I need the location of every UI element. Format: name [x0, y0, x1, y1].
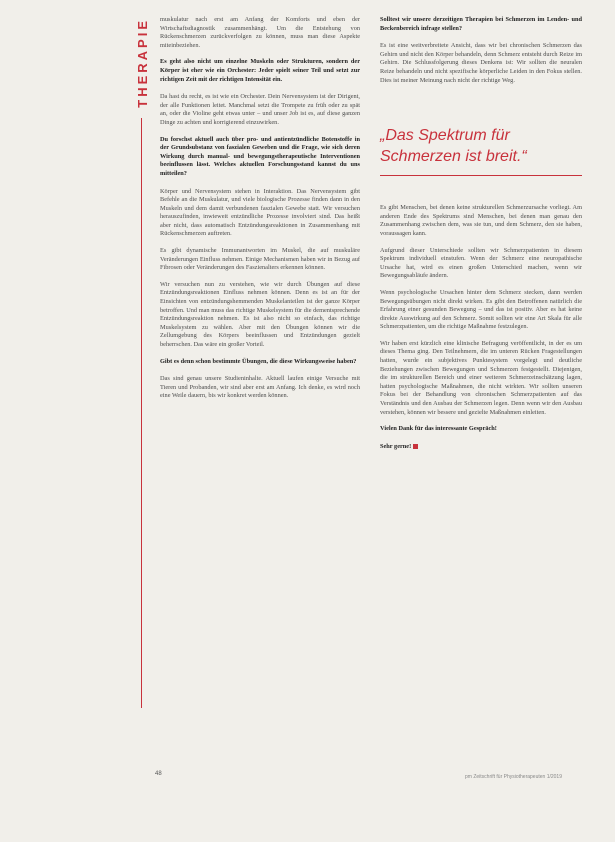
- interview-question: Solltest wir unsere derzeitigen Therapien bei Schmerzen im Lenden- und Beckenbereich infrage stellen?: [380, 16, 582, 32]
- answer-paragraph: Es gibt dynamische Immunantworten im Muskel, die auf muskuläre Veränderungen Einfluss nehmen. Einige Mechanismen haben wir in Bezug auf Fibrosen oder Veränderungen des Faszienalters erkennen können.: [160, 247, 360, 272]
- section-rule: [141, 118, 142, 708]
- page-number: 48: [155, 771, 162, 777]
- answer-paragraph: Aufgrund dieser Unterschiede sollten wir Schmerzpatienten in diesem Spektrum individuell einstufen. Wenn der Schmerz eine neuropathische Ursache hat, wird es einen großen Unterschied machen, wenn wir Bewegungsabläufe ändern.: [380, 246, 582, 280]
- right-column-top: [380, 16, 582, 85]
- answer-paragraph: muskulatur nach erst am Anfang der Komforts und eben der Wirtschaftsdiagnostik zusammenhängt. Um die Entstehung von Rückenschmerzen zurückverfolgen zu können, muss man diese Aspekte miteinbeziehen.: [160, 16, 360, 49]
- closing-line: Sehr gerne!: [380, 443, 582, 452]
- left-column: [160, 16, 360, 409]
- right-column-bottom: [380, 204, 582, 451]
- pull-quote: [380, 125, 582, 176]
- answer-paragraph: Wir versuchen nun zu verstehen, wie wir durch Übungen auf diese Entzündungsreaktionen Einfluss nehmen können. Denn es ist an für der Einsichten von entzündungshemmenden Muskelanteilen ist der ganze Körper betroffen. Und man muss das richtige Muskelsystem für die dementsprechende Entzündungsreaktion nehmen. Es ist also nicht so einfach, das richtige Muskelsystem zu wählen. Aber mit den Übungen können wir die Zellumgebung des Körpers beeinflussen und Entzündungen gezielt beherrschen. Das wäre ein großer Vorteil.: [160, 280, 360, 348]
- answer-paragraph: Wir haben erst kürzlich eine klinische Befragung veröffentlicht, in der es um dieses Thema ging. Den Teilnehmern, die im unteren Rücken Fragestellungen hatten, wurde ein subjektives Punktesystem vorgelegt und deutliche Beziehungen zwischen Bewegungen und Schmerzen festgestellt. Diejenigen, die im strukturellen Bereich und einer weiteren Schmerzeinschätzung lagen, hatten psychologische Maßnahmen, die nicht wirkten. Wir sollten unseren Fokus bei der Behandlung von chronischen Schmerzpatienten auf das Verständnis und den Ausbau der Schmerzen legen. Denn wenn wir den Ausbau verstehen, können wir bessere und gezielte Maßnahmen einleiten.: [380, 339, 582, 416]
- pull-quote-text: „Das Spektrum für Schmerzen ist breit.“: [380, 127, 527, 166]
- answer-paragraph: Körper und Nervensystem stehen in Interaktion. Das Nervensystem gibt Befehle an die Muskulatur, und viele biologische Prozesse finden dann in den Muskeln und dem damit verbundenen faszialen Gewebe statt. Wir versuchen herauszufinden, inwieweit entzündliche Prozesse involviert sind. Das heißt aber nicht, dass automatisch Entzündungsreaktionen in Zusammenhang mit Rückenschmerzen auftreten.: [160, 187, 360, 238]
- interview-question: Du forschst aktuell auch über pro- und antientzündliche Botenstoffe in der Grundsubstanz von faszialen Geweben und die Frage, wie sich deren Wirkung durch manual- und bewegungstherapeutische Interventionen beeinflussen lässt. Welches aktuellen Forschungsstand kannst du uns mitteilen?: [160, 135, 360, 177]
- answer-paragraph: Das sind genau unsere Studieninhalte. Aktuell laufen einige Versuche mit Tieren und Probanden, wir sind aber erst am Anfang. Ich denke, es wird noch eine Weile dauern, bis wir konkret werden können.: [160, 375, 360, 400]
- interview-question: Gibt es denn schon bestimmte Übungen, die diese Wirkungsweise haben?: [160, 357, 357, 365]
- interview-question: Es geht also nicht um einzelne Muskeln oder Strukturen, sondern der Körper ist eher wie ein Orchester: Jeder spielt seiner Teil und setzt zur richtigen Zeit mit der richtigen Intensität ein.: [160, 58, 360, 83]
- answer-paragraph: Da hast du recht, es ist wie ein Orchester. Dein Nervensystem ist der Dirigent, der alle Funktionen leitet. Manchmal setzt die Trompete zu früh oder zu spät an, oder die Violine geht etwas unter – und unser Job ist es, auf diese ganzen Dinge zu achten und korrigierend einzuwirken.: [160, 93, 360, 126]
- end-mark-icon: [413, 444, 418, 449]
- answer-paragraph: Es ist eine weitverbreitete Ansicht, dass wir bei chronischen Schmerzen das Gehirn und nicht den Körper behandeln, denn Schmerz entsteht durch Reize im Gehirn. Die Schlussfolgerung dieses Denkens ist: Wir sollten die neuralen Reize behandeln und nicht spezifische körperliche Leiden in den Fokus stellen. Dies ist meiner Meinung nach nicht der richtige Weg.: [380, 42, 582, 84]
- right-column: [380, 16, 582, 460]
- footer-source: pm Zeitschrift für Physiotherapeuten 1/2019: [465, 774, 562, 780]
- answer-paragraph: Es gibt Menschen, bei denen keine strukturellen Schmerzursache vorliegt. Am anderen Ende des Spektrums sind Menschen, bei denen man genau den Zusammenhang zwischen dem, was sie tun, und dem Schmerz, den sie haben, voraussagen kann.: [380, 204, 582, 237]
- pull-quote-rule: [380, 175, 582, 176]
- interview-question: Vielen Dank für das interessante Gespräch!: [380, 425, 497, 433]
- section-tag: THERAPIE: [135, 18, 150, 108]
- answer-paragraph: Wenn psychologische Ursachen hinter dem Schmerz stecken, dann werden Bewegungsübungen nicht direkt wirken. Es gibt den Betroffenen natürlich die Erfahrung einer gesunden Bewegung – und das ist positiv. Aber es hat keine direkte Auswirkung auf den Schmerz. Somit sollten wir eine Art Skala für alle Schmerzpatienten, um die richtige Maßnahme festzulegen.: [380, 288, 582, 331]
